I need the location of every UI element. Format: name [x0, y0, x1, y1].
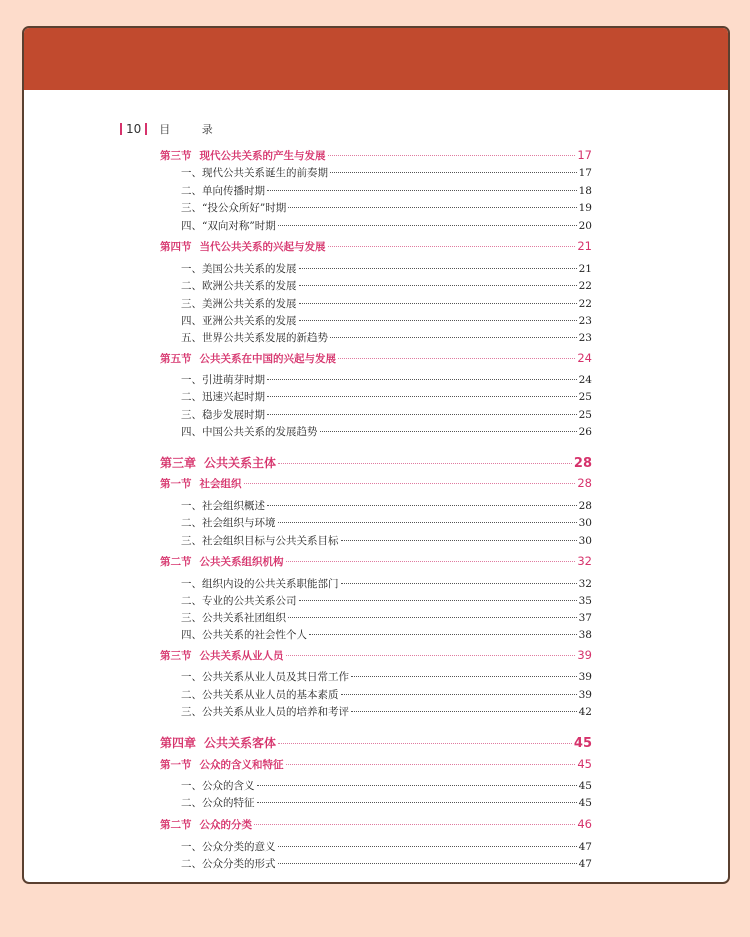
dot-leader [288, 617, 577, 618]
toc-item[interactable] [181, 610, 592, 625]
toc-page-number: 28 [577, 476, 592, 490]
toc-heading-title: 公共关系组织机构 [199, 556, 284, 568]
toc-heading-label: 第三节 [160, 650, 192, 662]
toc-item[interactable] [181, 218, 592, 233]
toc-page-number: 45 [573, 736, 592, 751]
dot-leader [330, 337, 577, 338]
toc-heading-title: 公共关系从业人员 [199, 650, 284, 662]
dot-leader [341, 694, 577, 695]
dot-leader [309, 634, 577, 635]
dot-leader [338, 358, 575, 359]
dot-leader [267, 379, 577, 380]
toc-item[interactable] [181, 424, 592, 439]
dot-leader [351, 711, 577, 712]
toc-item[interactable] [181, 839, 592, 854]
toc-item[interactable] [181, 330, 592, 345]
toc-heading-label: 第二节 [160, 556, 192, 568]
toc-page-number: 22 [578, 280, 592, 292]
dot-leader [299, 600, 577, 601]
toc-page-number: 21 [577, 239, 592, 253]
page-frame [22, 26, 730, 884]
toc-item-label: 一、社会组织概述 [181, 500, 265, 512]
dot-leader [254, 824, 575, 825]
toc-item-label: 二、公众的特征 [181, 797, 255, 809]
dot-leader [299, 320, 577, 321]
toc-item-label: 四、中国公共关系的发展趋势 [181, 426, 318, 438]
dot-leader [278, 463, 572, 464]
toc-page-number: 25 [578, 409, 592, 421]
dot-leader [267, 414, 577, 415]
toc-heading-title: 公众的含义和特征 [199, 759, 284, 771]
toc-heading [160, 239, 326, 254]
toc-item[interactable] [181, 533, 592, 548]
toc-page-number: 17 [578, 167, 592, 179]
toc-item[interactable] [181, 296, 592, 311]
toc-page-number: 21 [578, 263, 592, 275]
toc-heading-title: 公共关系在中国的兴起与发展 [199, 353, 336, 365]
dot-leader [286, 655, 576, 656]
toc-page-number: 25 [578, 391, 592, 403]
dot-leader [341, 583, 577, 584]
toc-item-label: 三、美洲公共关系的发展 [181, 298, 297, 310]
toc-section[interactable] [160, 757, 592, 772]
toc-item-label: 二、社会组织与环境 [181, 517, 276, 529]
toc-page-number: 45 [578, 780, 592, 792]
toc-page-number: 39 [578, 689, 592, 701]
dot-leader [328, 155, 576, 156]
toc-item[interactable] [181, 372, 592, 387]
toc-heading-label: 第四节 [160, 241, 192, 253]
table-of-contents [24, 28, 728, 882]
dot-leader [286, 561, 576, 562]
dot-leader [341, 540, 577, 541]
toc-heading-title: 公共关系客体 [204, 736, 277, 750]
dot-leader [299, 268, 577, 269]
toc-heading [160, 817, 252, 832]
toc-item[interactable] [181, 593, 592, 608]
dot-leader [257, 785, 577, 786]
dot-leader [257, 802, 577, 803]
dot-leader [288, 207, 576, 208]
toc-item-label: 二、单向传播时期 [181, 185, 265, 197]
toc-heading [160, 454, 276, 471]
toc-heading-title: 当代公共关系的兴起与发展 [199, 241, 326, 253]
toc-page-number: 46 [577, 817, 592, 831]
toc-heading-title: 公众的分类 [199, 819, 252, 831]
toc-item-label: 四、亚洲公共关系的发展 [181, 315, 297, 327]
toc-item-label: 二、迅速兴起时期 [181, 391, 265, 403]
toc-page-number: 47 [578, 841, 592, 853]
toc-page-number: 18 [578, 185, 592, 197]
toc-heading [160, 648, 284, 663]
toc-item-label: 三、社会组织目标与公共关系目标 [181, 535, 339, 547]
dot-leader [328, 246, 576, 247]
toc-item-label: 二、公众分类的形式 [181, 858, 276, 870]
dot-leader [267, 190, 577, 191]
dot-leader [330, 172, 577, 173]
toc-section[interactable] [160, 148, 592, 163]
dot-leader [278, 846, 577, 847]
toc-item[interactable] [181, 856, 592, 871]
toc-item[interactable] [181, 669, 592, 684]
toc-heading-label: 第五节 [160, 353, 192, 365]
toc-item[interactable] [181, 278, 592, 293]
toc-item[interactable] [181, 313, 592, 328]
toc-item[interactable] [181, 576, 592, 591]
toc-page-number: 35 [578, 595, 592, 607]
toc-page-number: 47 [578, 858, 592, 870]
toc-heading-label: 第二节 [160, 819, 192, 831]
toc-heading [160, 734, 276, 751]
toc-page-number: 42 [578, 706, 592, 718]
toc-item[interactable] [181, 261, 592, 276]
toc-page-number: 26 [578, 426, 592, 438]
toc-item[interactable] [181, 515, 592, 530]
toc-item-label: 四、“双向对称”时期 [181, 220, 276, 232]
toc-section[interactable] [160, 239, 592, 254]
toc-item[interactable] [181, 498, 592, 513]
toc-heading [160, 351, 336, 366]
toc-heading-title: 现代公共关系的产生与发展 [199, 150, 326, 162]
dot-leader [278, 522, 577, 523]
toc-item[interactable] [181, 795, 592, 810]
toc-item[interactable] [181, 778, 592, 793]
toc-heading [160, 757, 284, 772]
toc-page-number: 39 [578, 671, 592, 683]
dot-leader [320, 431, 577, 432]
toc-heading-label: 第三节 [160, 150, 192, 162]
toc-section[interactable] [160, 476, 592, 491]
toc-heading-title: 社会组织 [199, 478, 242, 490]
toc-item-label: 一、引进萌芽时期 [181, 374, 265, 386]
toc-item-label: 一、现代公共关系诞生的前奏期 [181, 167, 328, 179]
toc-page-number: 28 [578, 500, 592, 512]
toc-item-label: 一、公众分类的意义 [181, 841, 276, 853]
toc-page-number: 17 [577, 148, 592, 162]
dot-leader [278, 743, 572, 744]
toc-heading-label: 第一节 [160, 478, 192, 490]
toc-item[interactable] [181, 183, 592, 198]
dot-leader [244, 483, 576, 484]
toc-item[interactable] [181, 407, 592, 422]
toc-page-number: 32 [577, 554, 592, 568]
toc-item-label: 一、美国公共关系的发展 [181, 263, 297, 275]
dot-leader [299, 303, 577, 304]
toc-item[interactable] [181, 165, 592, 180]
page-number: 10 [126, 122, 142, 136]
toc-item-label: 二、欧洲公共关系的发展 [181, 280, 297, 292]
toc-section[interactable] [160, 351, 592, 366]
toc-page-number: 30 [578, 517, 592, 529]
toc-page-number: 38 [578, 629, 592, 641]
toc-page-number: 24 [577, 351, 592, 365]
toc-page-number: 30 [578, 535, 592, 547]
toc-heading-label: 第三章 [160, 456, 197, 470]
toc-section[interactable] [160, 817, 592, 832]
toc-chapter[interactable] [160, 734, 592, 751]
toc-page-number: 37 [578, 612, 592, 624]
toc-heading [160, 554, 284, 569]
toc-heading-label: 第一节 [160, 759, 192, 771]
dot-leader [278, 225, 577, 226]
toc-item-label: 三、公共关系从业人员的培养和考评 [181, 706, 349, 718]
dot-leader [286, 764, 576, 765]
toc-item-label: 一、组织内设的公共关系职能部门 [181, 578, 339, 590]
toc-heading-title: 公共关系主体 [204, 456, 277, 470]
dot-leader [267, 505, 577, 506]
toc-item[interactable] [181, 627, 592, 642]
dot-leader [299, 285, 577, 286]
toc-item-label: 三、稳步发展时期 [181, 409, 265, 421]
dot-leader [278, 863, 577, 864]
toc-item-label: 四、公共关系的社会性个人 [181, 629, 307, 641]
toc-item-label: 二、专业的公共关系公司 [181, 595, 297, 607]
toc-item-label: 三、“投公众所好”时期 [181, 202, 287, 214]
toc-page-number: 39 [577, 648, 592, 662]
toc-page-number: 23 [578, 332, 592, 344]
toc-page-number: 20 [578, 220, 592, 232]
toc-page-number: 23 [578, 315, 592, 327]
toc-page-number: 19 [578, 202, 592, 214]
toc-page-number: 28 [573, 456, 592, 471]
toc-item[interactable] [181, 200, 592, 215]
toc-page-number: 22 [578, 298, 592, 310]
toc-section[interactable] [160, 554, 592, 569]
toc-heading-label: 第四章 [160, 736, 197, 750]
toc-page-number: 45 [577, 757, 592, 771]
toc-page-number: 32 [578, 578, 592, 590]
toc-item-label: 一、公众的含义 [181, 780, 255, 792]
toc-heading [160, 476, 242, 491]
toc-page-number: 45 [578, 797, 592, 809]
toc-item[interactable] [181, 704, 592, 719]
toc-heading [160, 148, 326, 163]
toc-item-label: 一、公共关系从业人员及其日常工作 [181, 671, 349, 683]
toc-item-label: 二、公共关系从业人员的基本素质 [181, 689, 339, 701]
toc-item[interactable] [181, 389, 592, 404]
toc-page-number: 24 [578, 374, 592, 386]
toc-chapter[interactable] [160, 454, 592, 471]
toc-item-label: 五、世界公共关系发展的新趋势 [181, 332, 328, 344]
dot-leader [267, 396, 577, 397]
toc-section[interactable] [160, 648, 592, 663]
toc-item[interactable] [181, 687, 592, 702]
toc-item-label: 三、公共关系社团组织 [181, 612, 286, 624]
dot-leader [351, 676, 577, 677]
toc-title: 目 录 [159, 123, 227, 136]
